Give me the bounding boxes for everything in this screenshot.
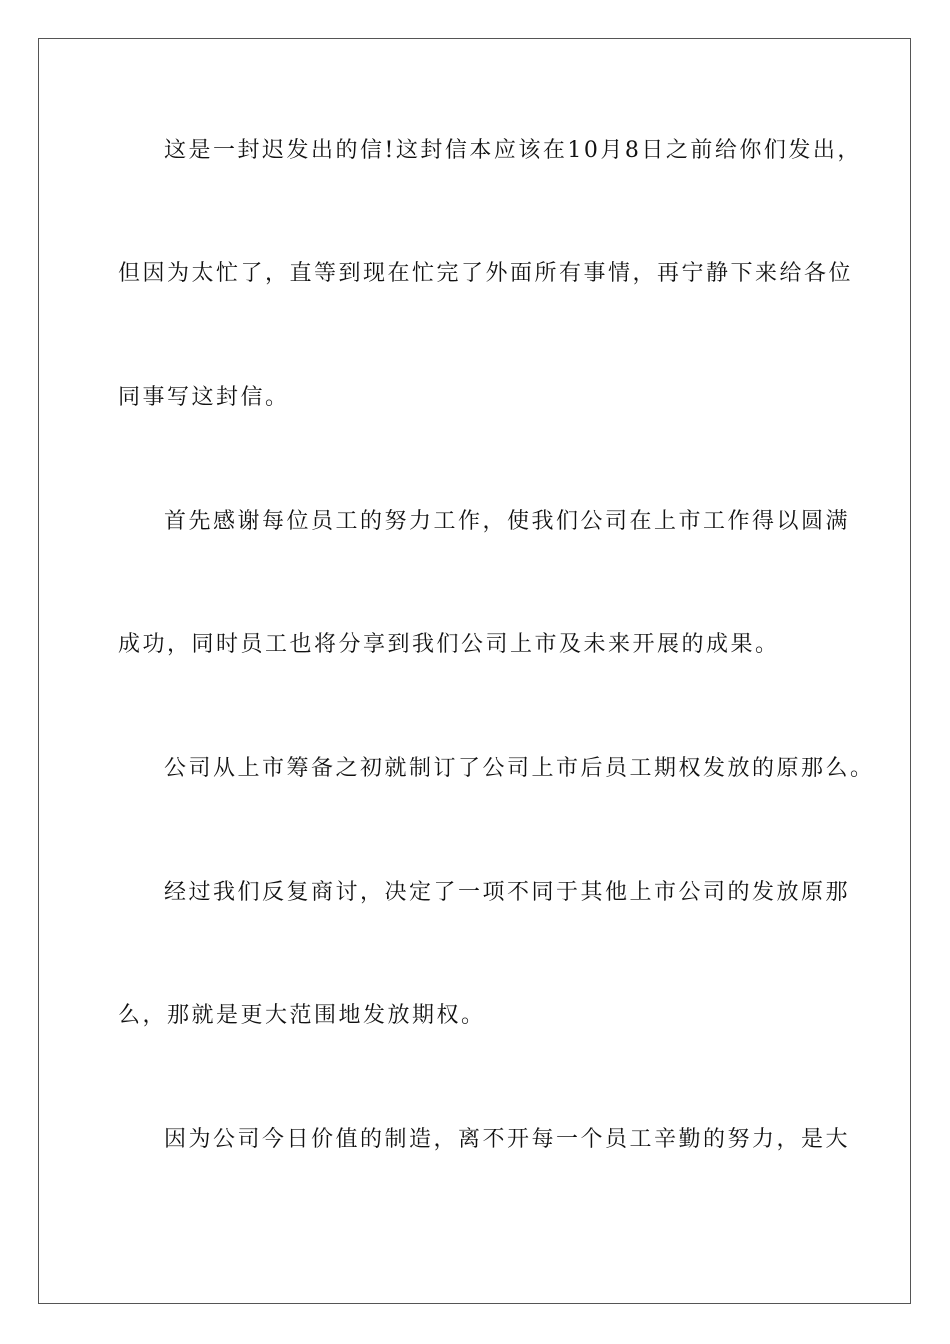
paragraph-3-line-1: 公司从上市筹备之初就制订了公司上市后员工期权发放的原那么。 [164, 756, 875, 781]
paragraph-4-line-2: 么，那就是更大范围地发放期权。 [118, 1003, 486, 1028]
paragraph-2-line-1: 首先感谢每位员工的努力工作，使我们公司在上市工作得以圆满 [164, 509, 851, 534]
paragraph-1-line-2: 但因为太忙了，直等到现在忙完了外面所有事情，再宁静下来给各位 [118, 261, 854, 286]
page-border [38, 38, 911, 1304]
paragraph-2-line-2: 成功，同时员工也将分享到我们公司上市及未来开展的成果。 [118, 632, 780, 657]
paragraph-1-line-3: 同事写这封信。 [118, 385, 290, 410]
paragraph-5-line-1: 因为公司今日价值的制造，离不开每一个员工辛勤的努力，是大 [164, 1127, 851, 1152]
paragraph-4-line-1: 经过我们反复商讨，决定了一项不同于其他上市公司的发放原那 [164, 880, 851, 905]
paragraph-1-line-1: 这是一封迟发出的信!这封信本应该在10月8日之前给你们发出， [164, 138, 862, 163]
